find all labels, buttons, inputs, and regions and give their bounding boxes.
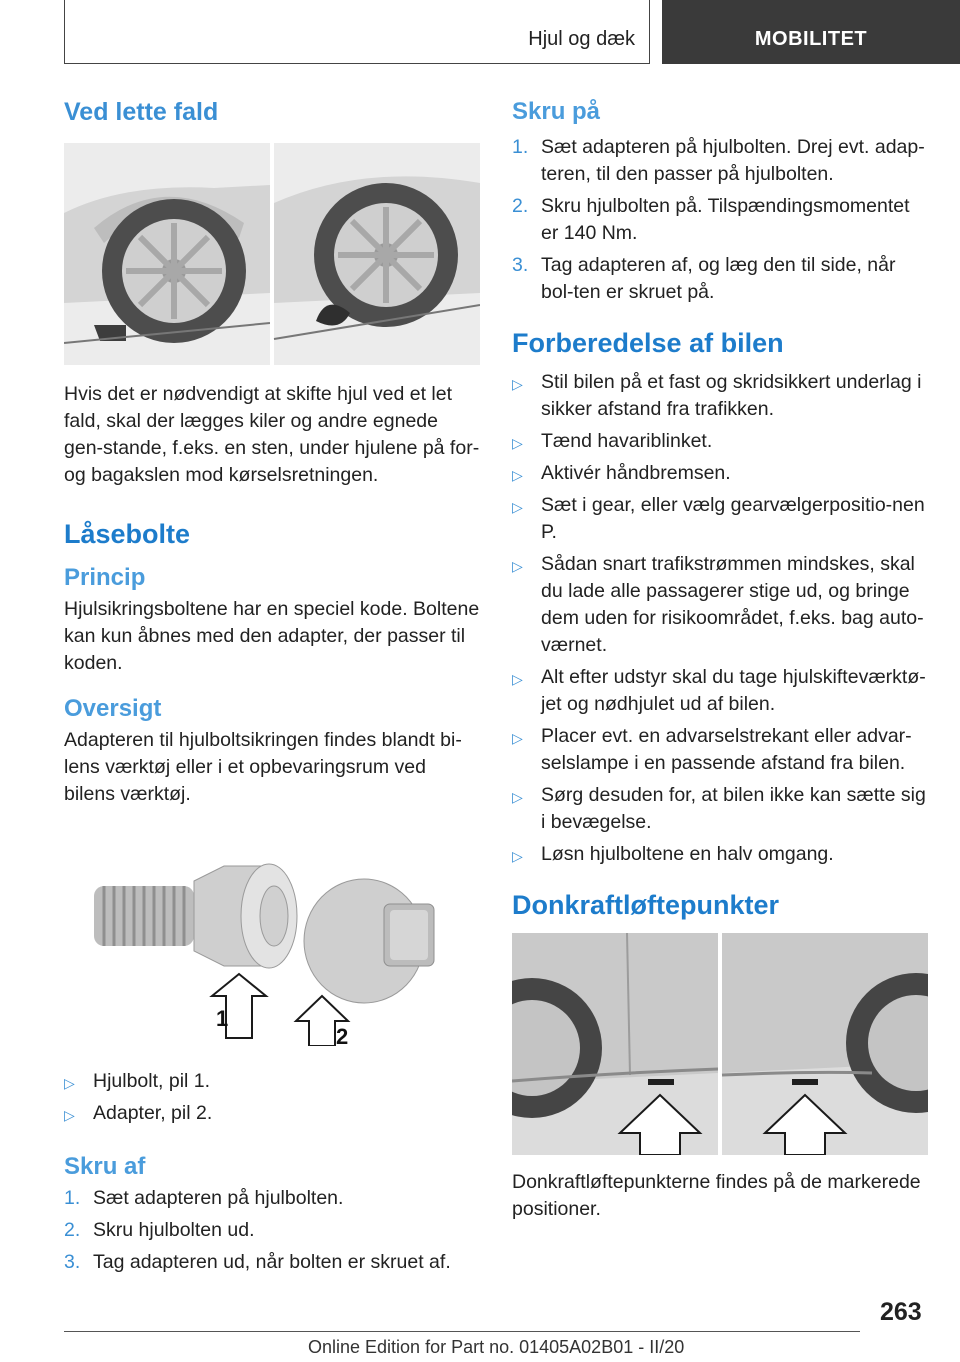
skru-paa-steps	[512, 134, 928, 306]
list-item: 2. Skru hjulbolten ud.	[64, 1219, 255, 1241]
section-title-forberedelse: Forberedelse af bilen	[512, 328, 784, 358]
triangle-bullet-icon: ▷	[512, 376, 523, 392]
header-section-box	[64, 0, 650, 64]
list-item: ▷ Stil bilen på et fast og skridsikkert underlag i sikker afstand fra trafikken.	[512, 371, 922, 420]
triangle-bullet-icon: ▷	[64, 1107, 75, 1123]
triangle-bullet-icon: ▷	[512, 730, 523, 746]
header-chapter-label: MOBILITET	[754, 28, 868, 50]
parts-list	[64, 1068, 480, 1127]
subsection-title-oversigt: Oversigt	[64, 695, 162, 722]
list-item: ▷ Alt efter udstyr skal du tage hjulskifteværktø-jet og nødhjulet ud af bilen.	[512, 666, 926, 715]
triangle-bullet-icon: ▷	[512, 499, 523, 515]
footer-edition-text: Online Edition for Part no. 01405A02B01 - II/20	[308, 1337, 685, 1357]
figure-label-1: 1	[216, 1006, 229, 1031]
jacking-points-illustration	[512, 933, 928, 1155]
list-item: 2. Skru hjulbolten på. Tilspændingsmomentet er 140 Nm.	[512, 195, 910, 244]
skru-af-steps	[64, 1185, 480, 1276]
list-item: ▷ Aktivér håndbremsen.	[512, 460, 928, 487]
wheel-chock-illustration	[64, 143, 480, 365]
header-section-title: Hjul og dæk	[528, 28, 635, 50]
triangle-bullet-icon: ▷	[512, 467, 523, 483]
triangle-bullet-icon: ▷	[512, 558, 523, 574]
list-item: 1. Sæt adapteren på hjulbolten. Drej evt. adap-teren, til den passer på hjulbolten.	[512, 136, 925, 185]
section-title-laasebolte: Låsebolte	[64, 519, 191, 549]
section-title-donkraftloeftepunkter: Donkraftløftepunkter	[512, 890, 780, 920]
figure-label-2: 2	[336, 1024, 349, 1046]
subsection-title-skru-af: Skru af	[64, 1153, 146, 1180]
left-column	[64, 98, 480, 1281]
list-item: ▷ Løsn hjulboltene en halv omgang.	[512, 841, 928, 868]
triangle-bullet-icon: ▷	[512, 435, 523, 451]
header-chapter-badge	[662, 0, 960, 64]
list-item: ▷ Hjulbolt, pil 1.	[64, 1068, 480, 1095]
list-item: ▷ Tænd havariblinket.	[512, 428, 928, 455]
triangle-bullet-icon: ▷	[512, 789, 523, 805]
right-column	[512, 98, 928, 1223]
princip-text: Hjulsikringsboltene har en speciel kode. Boltene kan kun åbnes med den adapter, der passer til koden.	[64, 598, 480, 674]
triangle-bullet-icon: ▷	[512, 848, 523, 864]
triangle-bullet-icon: ▷	[64, 1075, 75, 1091]
section-title-ved-lette-fald: Ved lette fald	[64, 98, 219, 126]
list-item: ▷ Sørg desuden for, at bilen ikke kan sætte sig i bevægelse.	[512, 784, 926, 833]
list-item: ▷ Placer evt. en advarselstrekant eller advar-selslampe i en passende afstand fra bilen.	[512, 725, 912, 774]
list-item: 3. Tag adapteren ud, når bolten er skruet af.	[64, 1251, 451, 1273]
subsection-title-princip: Princip	[64, 564, 146, 591]
list-item: ▷ Adapter, pil 2.	[64, 1100, 480, 1127]
list-item: 3. Tag adapteren af, og læg den til side, når bol-ten er skruet på.	[512, 254, 896, 303]
donkraft-text: Donkraftløftepunkterne findes på de markerede positioner.	[512, 1171, 921, 1220]
subsection-title-skru-paa: Skru på	[512, 98, 601, 125]
forberedelse-list	[512, 369, 928, 868]
footer-divider	[64, 1331, 860, 1332]
triangle-bullet-icon: ▷	[512, 671, 523, 687]
oversigt-text: Adapteren til hjulboltsikringen findes blandt bi-lens værktøj eller i et opbevaringsrum ved bilens værktøj.	[64, 729, 462, 805]
list-item: ▷ Sådan snart trafikstrømmen mindskes, skal du lade alle passagerer stige ud, og bringe dem uden for risikoområdet, f.eks. bag auto-værnet.	[512, 553, 924, 656]
ved-lette-fald-text: Hvis det er nødvendigt at skifte hjul ved et let fald, skal der lægges kiler og andre egnede gen-stande, f.eks. en sten, under hjulene på for- og bagakslen mod kørselsretningen.	[64, 383, 480, 486]
list-item: 1. Sæt adapteren på hjulbolten.	[64, 1187, 344, 1209]
page-number: 263	[880, 1298, 922, 1326]
lock-bolt-adapter-illustration	[64, 846, 480, 1046]
list-item: ▷ Sæt i gear, eller vælg gearvælgerpositio-nen P.	[512, 494, 925, 543]
